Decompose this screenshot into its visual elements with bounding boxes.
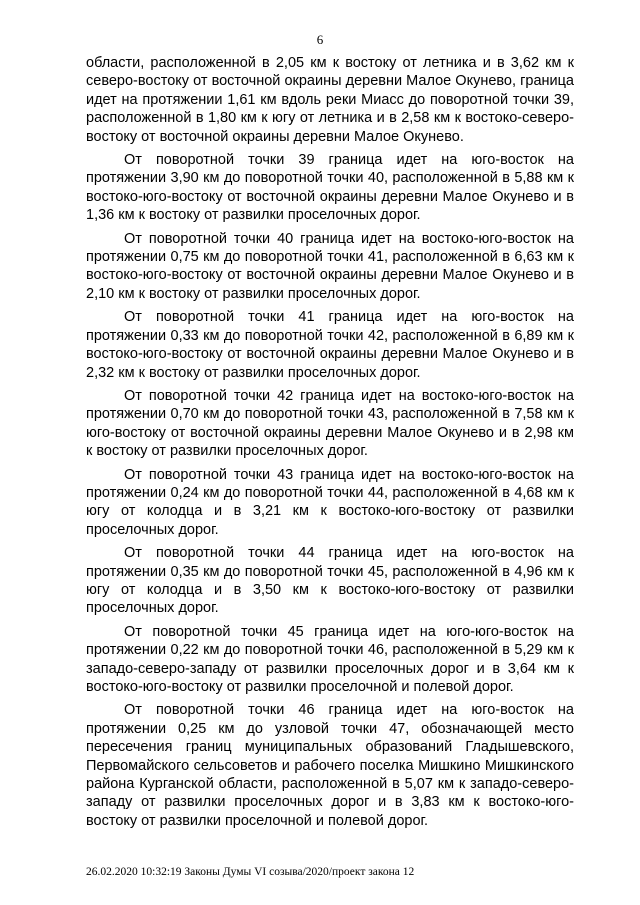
paragraph-4: От поворотной точки 41 граница идет на юго-восток на протяжении 0,33 км до поворотной точки 42, расположенной в 6,89 км к востоко-юго-востоку от восточной окраины деревни Малое Окунево и в 2,32 км к востоку от развилки проселочных дорог. — [86, 309, 574, 381]
paragraph-8: От поворотной точки 45 граница идет на юго-юго-восток на протяжении 0,22 км до поворотной точки 46, расположенной в 5,29 км к западо-северо-западу от развилки проселочных дорог и в 3,64 км к востоко-юго-востоку от развилки проселочной и полевой дорог. — [86, 623, 574, 695]
paragraph-5: От поворотной точки 42 граница идет на востоко-юго-восток на протяжении 0,70 км до поворотной точки 43, расположенной в 7,58 км к юго-востоку от восточной окраины деревни Малое Окунево и в 2,98 км к востоку от развилки проселочных дорог. — [86, 387, 574, 460]
paragraph-6: От поворотной точки 43 граница идет на востоко-юго-восток на протяжении 0,24 км до поворотной точки 44, расположенной в 4,68 км к югу от колодца и в 3,21 км к востоко-юго-востоку от развилки проселочных дорог. — [86, 466, 574, 538]
page-number: 6 — [316, 32, 324, 47]
paragraph-3: От поворотной точки 40 граница идет на востоко-юго-восток на протяжении 0,75 км до поворотной точки 41, расположенной в 6,63 км к востоко-юго-востоку от восточной окраины деревни Малое Окунево и в 2,10 км к востоку от развилки проселочных дорог. — [86, 230, 574, 302]
paragraph-9: От поворотной точки 46 граница идет на юго-восток на протяжении 0,25 км до узловой точки 47, обозначающей место пересечения границ муниципальных образований Гладышевского, Первомайского сельсоветов и рабочего поселка Мишкино Мишкинского района Курганской области, расположенной в 5,07 км к западо-северо-западу от развилки проселочных дорог и в 3,83 км к востоко-юго-востоку от развилки проселочной и полевой дорог. — [86, 702, 574, 829]
document-body — [86, 54, 574, 835]
paragraph-2: От поворотной точки 39 граница идет на юго-восток на протяжении 3,90 км до поворотной точки 40, расположенной в 5,88 км к востоко-юго-востоку от восточной окраины деревни Малое Окунево и в 1,36 км к востоку от развилки проселочных дорог. — [86, 152, 574, 224]
document-footer: 26.02.2020 10:32:19 Законы Думы VI созыва/2020/проект закона 12 — [86, 866, 415, 878]
paragraph-1: области, расположенной в 2,05 км к востоку от летника и в 3,62 км к северо-востоку от восточной окраины деревни Малое Окунево, граница идет на протяжении 1,61 км вдоль реки Миасс до поворотной точки 39, расположенной в 1,80 км к югу от летника и в 2,58 км к востоко-северо-востоку от восточной окраины деревни Малое Окунево. — [86, 55, 574, 145]
paragraph-7: От поворотной точки 44 граница идет на юго-восток на протяжении 0,35 км до поворотной точки 45, расположенной в 4,96 км к югу от колодца и в 3,50 км к востоко-юго-востоку от развилки проселочных дорог. — [86, 545, 574, 617]
